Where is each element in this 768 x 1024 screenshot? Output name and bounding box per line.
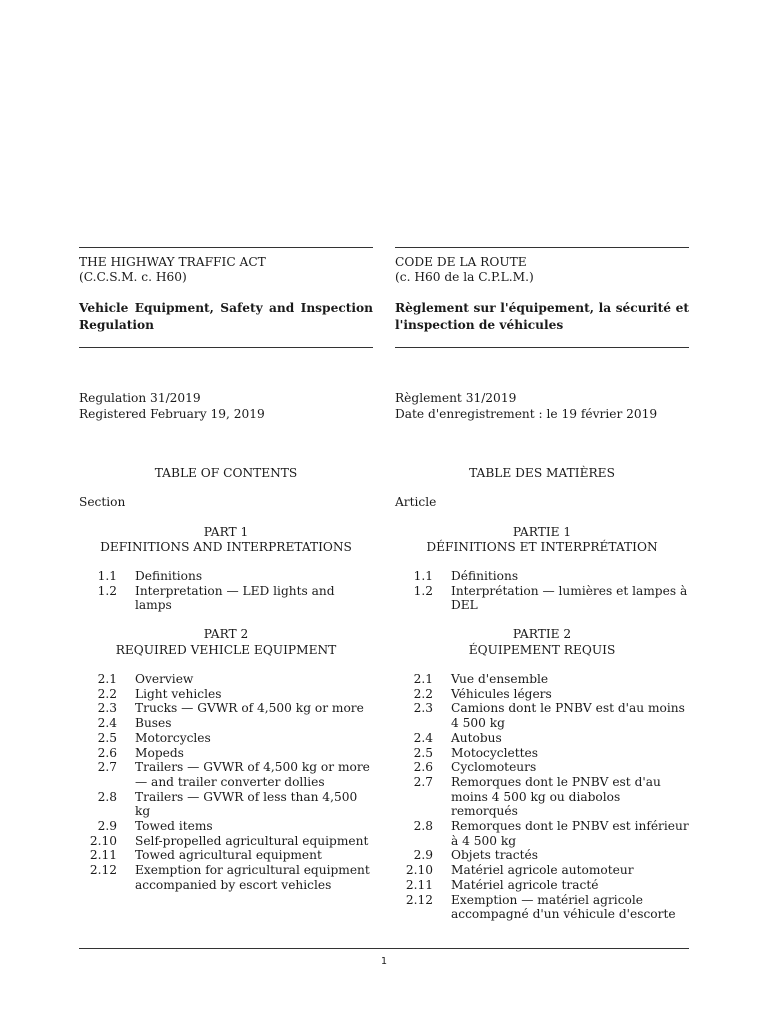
toc-text: Véhicules légers <box>451 686 552 701</box>
toc-entry[interactable] <box>395 893 689 922</box>
toc-number: 2.7 <box>413 774 433 789</box>
toc-text: Interpretation — LED lights and lamps <box>135 583 335 613</box>
toc-text: Towed agricultural equipment <box>135 848 322 863</box>
toc-entry[interactable] <box>79 790 373 819</box>
toc-entry[interactable] <box>395 584 689 613</box>
part2-label: PARTIE 2 <box>512 627 572 641</box>
toc-text: Remorques dont le PNBV est d'au moins 4 500 kg ou diabolos remorqués <box>451 774 661 819</box>
toc-number: 2.1 <box>97 672 117 686</box>
header-bottom-rule <box>79 347 373 348</box>
toc-number: 2.4 <box>97 716 117 731</box>
toc-text: Autobus <box>451 730 502 745</box>
part1-label: PART 1 <box>203 525 249 539</box>
toc-entry[interactable] <box>395 701 689 730</box>
toc-entry[interactable] <box>395 760 689 775</box>
part1-title: DEFINITIONS AND INTERPRETATIONS <box>100 540 352 554</box>
toc-entry[interactable] <box>79 569 373 584</box>
act-citation: (C.C.S.M. c. H60) <box>79 270 187 284</box>
toc-text: Définitions <box>451 569 519 583</box>
part2-toc <box>395 672 689 922</box>
toc-number: 2.10 <box>89 833 117 848</box>
toc-entry[interactable] <box>79 819 373 834</box>
registration-date: Date d'enregistrement : le 19 février 2019 <box>395 407 658 421</box>
toc-text: Objets tractés <box>451 848 538 863</box>
footer-rule <box>79 948 689 949</box>
toc-number: 2.1 <box>413 672 433 686</box>
section-label: Article <box>395 495 437 509</box>
toc-entry[interactable] <box>395 687 689 702</box>
toc-entry[interactable] <box>79 584 373 613</box>
toc-text: Mopeds <box>135 745 184 760</box>
toc-number: 2.6 <box>97 745 117 760</box>
toc-entry[interactable] <box>395 672 689 687</box>
toc-text: Self-propelled agricultural equipment <box>135 833 369 848</box>
toc-number: 2.8 <box>413 819 433 834</box>
toc-number: 2.4 <box>413 730 433 745</box>
toc-text: Matériel agricole tracté <box>451 877 599 892</box>
part1-title: DÉFINITIONS ET INTERPRÉTATION <box>426 540 658 554</box>
section-label: Section <box>79 495 126 509</box>
toc-number: 1.1 <box>97 569 117 583</box>
registration-date: Registered February 19, 2019 <box>79 407 265 421</box>
toc-entry[interactable] <box>79 731 373 746</box>
act-name: CODE DE LA ROUTE <box>395 255 527 269</box>
toc-number: 1.2 <box>413 583 433 598</box>
toc-text: Trailers — GVWR of 4,500 kg or more — and trailer converter dollies <box>135 760 370 789</box>
toc-number: 2.10 <box>405 863 433 878</box>
part1-toc <box>395 569 689 613</box>
part1-toc <box>79 569 373 613</box>
toc-number: 1.1 <box>413 569 433 583</box>
regulation-title: Vehicle Equipment, Safety and Inspection Regulation <box>79 301 373 332</box>
toc-number: 2.8 <box>97 789 117 804</box>
toc-text: Motocyclettes <box>451 745 538 760</box>
toc-number: 2.9 <box>97 819 117 834</box>
toc-entry[interactable] <box>79 672 373 687</box>
regulation-title: Règlement sur l'équipement, la sécurité et l'inspection de véhicules <box>395 301 689 332</box>
toc-text: Camions dont le PNBV est d'au moins 4 500 kg <box>451 701 685 731</box>
part1-label: PARTIE 1 <box>512 525 572 539</box>
toc-text: Interprétation — lumières et lampes à DEL <box>451 583 688 613</box>
toc-text: Vue d'ensemble <box>451 672 549 686</box>
part2-title: REQUIRED VEHICLE EQUIPMENT <box>115 643 337 657</box>
toc-entry[interactable] <box>395 848 689 863</box>
toc-number: 2.6 <box>413 760 433 775</box>
toc-entry[interactable] <box>79 687 373 702</box>
toc-entry[interactable] <box>79 863 373 892</box>
toc-number: 2.12 <box>405 892 433 907</box>
toc-text: Remorques dont le PNBV est inférieur à 4 500 kg <box>451 819 689 848</box>
toc-entry[interactable] <box>79 746 373 761</box>
toc-text: Definitions <box>135 569 203 583</box>
toc-entry[interactable] <box>79 834 373 849</box>
act-citation: (c. H60 de la C.P.L.M.) <box>395 270 534 284</box>
toc-entry[interactable] <box>395 863 689 878</box>
header-top-rule <box>395 247 689 248</box>
toc-text: Towed items <box>135 819 213 834</box>
regulation-number: Regulation 31/2019 <box>79 391 201 405</box>
toc-entry[interactable] <box>79 848 373 863</box>
toc-number: 2.9 <box>413 848 433 863</box>
part2-title: ÉQUIPEMENT REQUIS <box>468 643 616 657</box>
toc-entry[interactable] <box>395 731 689 746</box>
toc-text: Exemption for agricultural equipment accompanied by escort vehicles <box>135 863 370 892</box>
toc-number: 2.7 <box>97 760 117 775</box>
toc-text: Buses <box>135 716 172 731</box>
toc-number: 2.11 <box>405 877 433 892</box>
toc-entry[interactable] <box>79 716 373 731</box>
toc-number: 2.2 <box>97 686 117 701</box>
page-number: 1 <box>380 956 388 967</box>
toc-heading: TABLE DES MATIÈRES <box>469 466 615 480</box>
header-bottom-rule <box>395 347 689 348</box>
toc-text: Matériel agricole automoteur <box>451 863 634 878</box>
toc-number: 2.2 <box>413 686 433 701</box>
toc-number: 2.12 <box>89 863 117 878</box>
toc-heading: TABLE OF CONTENTS <box>154 466 298 480</box>
toc-text: Motorcycles <box>135 730 211 745</box>
regulation-number: Règlement 31/2019 <box>395 391 517 405</box>
toc-entry[interactable] <box>79 701 373 716</box>
toc-text: Cyclomoteurs <box>451 760 537 775</box>
toc-number: 2.3 <box>97 701 117 716</box>
toc-text: Light vehicles <box>135 686 222 701</box>
toc-entry[interactable] <box>395 569 689 584</box>
toc-number: 2.5 <box>97 730 117 745</box>
toc-entry[interactable] <box>395 775 689 819</box>
part2-label: PART 2 <box>203 627 249 641</box>
toc-number: 2.3 <box>413 701 433 716</box>
toc-number: 2.5 <box>413 745 433 760</box>
part2-toc <box>79 672 373 893</box>
toc-entry[interactable] <box>79 760 373 789</box>
toc-text: Exemption — matériel agricole accompagné d'un véhicule d'escorte <box>451 892 676 922</box>
toc-text: Overview <box>135 672 194 686</box>
toc-text: Trailers — GVWR of less than 4,500 kg <box>135 789 358 819</box>
header-top-rule <box>79 247 373 248</box>
toc-entry[interactable] <box>395 746 689 761</box>
toc-number: 1.2 <box>97 583 117 598</box>
toc-number: 2.11 <box>89 848 117 863</box>
toc-entry[interactable] <box>395 878 689 893</box>
toc-entry[interactable] <box>395 819 689 848</box>
act-name: THE HIGHWAY TRAFFIC ACT <box>79 255 266 269</box>
toc-text: Trucks — GVWR of 4,500 kg or more <box>135 701 364 716</box>
